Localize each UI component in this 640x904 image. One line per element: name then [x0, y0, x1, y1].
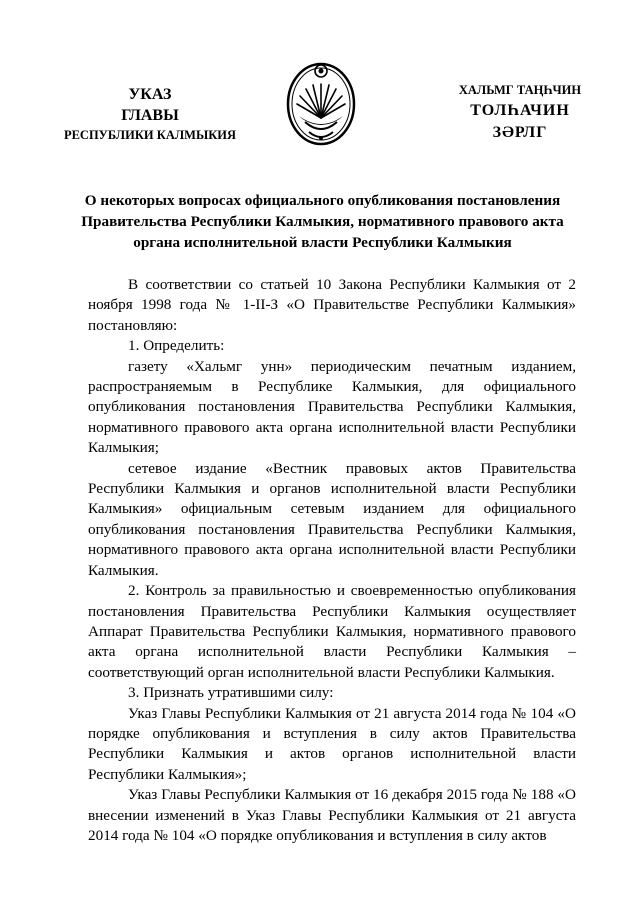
- paragraph: 3. Признать утратившими силу:: [128, 684, 334, 702]
- paragraph: газету «Хальмг унн» периодическим печатным изданием, распространяемым в Республике Калмыкия, для официального опубликования постановления Правительства Республики Калмыкия, нормативного правового акта органа исполнительной власти Республики Калмыкия;: [88, 357, 576, 457]
- header-russian: [50, 84, 250, 144]
- emblem-icon: [285, 58, 357, 146]
- paragraph: Указ Главы Республики Калмыкия от 16 декабря 2015 года № 188 «О внесении изменений в Указ Главы Республики Калмыкия от 21 августа 2014 года № 104 «О порядке опубликования и вступления в силу актов: [88, 786, 576, 844]
- paragraph: 2. Контроль за правильностью и своевременностью опубликования постановления Правительства Республики Калмыкия осуществляет Аппарат Правительства Республики Калмыкия, нормативного правового акта органа исполнительной власти Республики Калмыкия – соответствующий орган исполнительной власти Республики Калмыкия.: [88, 582, 576, 681]
- header-left-line-2: ГЛАВЫ: [121, 107, 179, 124]
- header-left-line-3: РЕСПУБЛИКИ КАЛМЫКИЯ: [63, 128, 237, 142]
- header-right-line-3: ЗӘРЛГ: [492, 124, 548, 141]
- paragraph: Указ Главы Республики Калмыкия от 21 августа 2014 года № 104 «О порядке опубликования и вступления в силу актов Правительства Республики Калмыкия и актов органов исполнительной власти Республики Калмыкия»;: [88, 704, 576, 783]
- header-kalmyk: [420, 80, 620, 144]
- header-left-line-1: УКАЗ: [128, 86, 172, 103]
- document-title: О некоторых вопросах официального опубликования постановления Правительства Республики Калмыкия, нормативного правового акта органа исполнительной власти Республики Калмыкия: [81, 192, 564, 251]
- header-right-line-2: ТОЛҺАЧИН: [470, 102, 570, 119]
- document-header: [0, 78, 640, 168]
- paragraph: 1. Определить:: [128, 337, 225, 355]
- paragraph: сетевое издание «Вестник правовых актов Правительства Республики Калмыкия и органов исполнительной власти Республики Калмыкия» официальным сетевым изданием для официального опубликования постановления Правительства Республики Калмыкия, нормативного правового акта органа исполнительной власти Республики Калмыкия.: [88, 459, 576, 579]
- document-body: [88, 275, 576, 846]
- paragraph: В соответствии со статьей 10 Закона Республики Калмыкия от 2 ноября 1998 года № 1-II-З «О Правительстве Республики Калмыкия» постановляю:: [88, 276, 576, 334]
- header-right-line-1: ХАЛЬМГ ТАҢҺЧИН: [458, 83, 582, 97]
